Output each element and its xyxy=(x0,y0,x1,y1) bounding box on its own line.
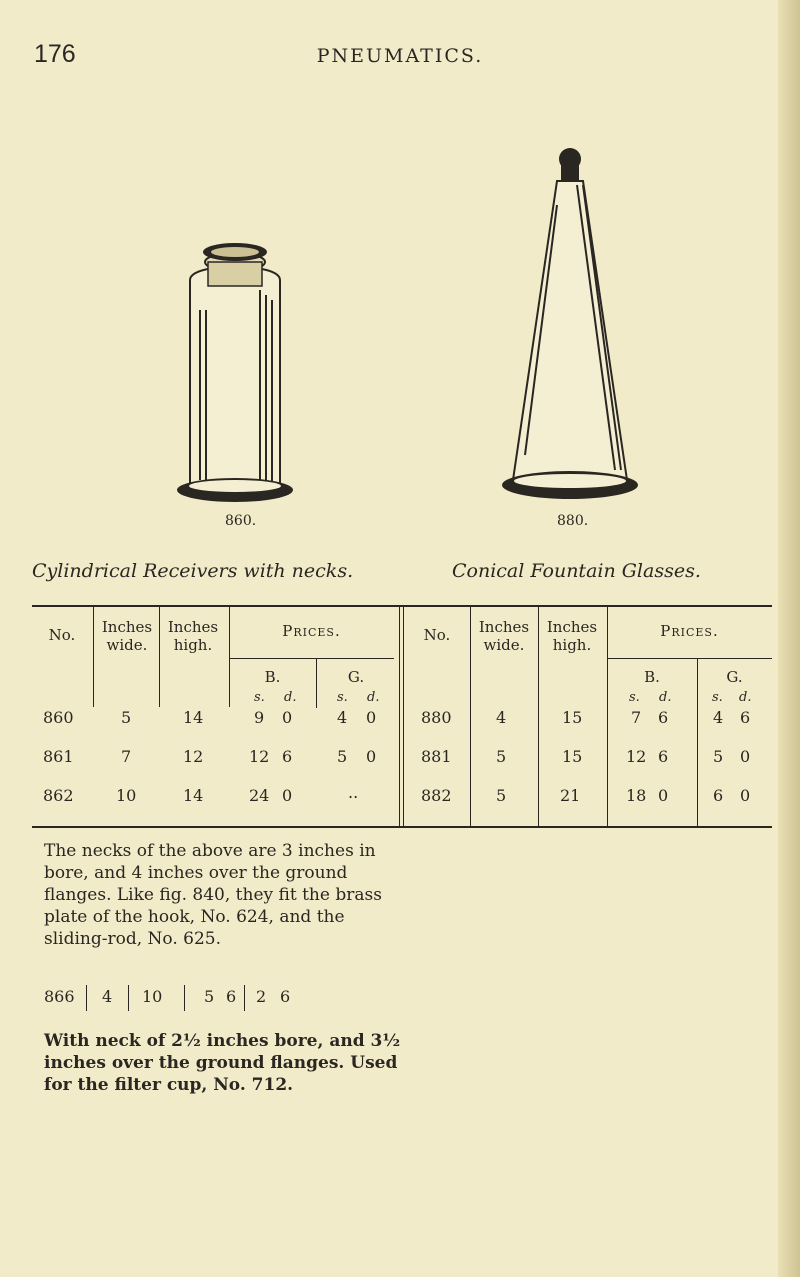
header-b: B. xyxy=(644,668,660,686)
column-divider xyxy=(93,607,94,707)
header-no: No. xyxy=(48,626,76,644)
row-wide: 5 xyxy=(496,786,507,805)
running-title: PNEUMATICS. xyxy=(316,45,484,67)
caption-conical-fountain-glasses: Conical Fountain Glasses. xyxy=(452,560,701,582)
table-center-divider xyxy=(399,607,400,826)
unit-pence: d. xyxy=(739,690,752,705)
row-g-pence: 6 xyxy=(740,708,751,727)
unit-shillings: s. xyxy=(712,690,723,705)
row-b-pence: 6 xyxy=(282,747,293,766)
row-wide: 4 xyxy=(496,708,507,727)
column-divider xyxy=(184,985,185,1011)
page-edge xyxy=(778,0,800,1277)
header-prices: Prices. xyxy=(282,622,341,640)
column-divider xyxy=(159,607,160,707)
row-b-pence: 6 xyxy=(658,747,669,766)
header-prices: Prices. xyxy=(660,622,719,640)
row-g-empty: .. xyxy=(348,783,359,802)
header-no: No. xyxy=(423,626,451,644)
header-g: G. xyxy=(347,668,365,686)
row-b-pence: 0 xyxy=(282,708,293,727)
unit-shillings: s. xyxy=(629,690,640,705)
row-g-shillings: 2 xyxy=(256,987,267,1006)
figure-label-860: 860. xyxy=(225,513,257,529)
neck-bore-note-text: With neck of 2½ inches bore, and 3½ inches over the ground flanges. Used for the filter cup, No. 712. xyxy=(44,1031,401,1095)
row-b-pence: 0 xyxy=(282,786,293,805)
row-wide: 4 xyxy=(102,987,113,1006)
row-b-shillings: 12 xyxy=(249,747,270,766)
unit-pence: d. xyxy=(367,690,380,705)
row-wide: 7 xyxy=(121,747,132,766)
row-high: 15 xyxy=(562,708,583,727)
column-divider xyxy=(538,607,539,826)
row-g-shillings: 5 xyxy=(337,747,348,766)
row-high: 14 xyxy=(183,708,204,727)
column-divider xyxy=(86,985,87,1011)
row-g-pence: 0 xyxy=(366,708,377,727)
row-g-shillings: 4 xyxy=(337,708,348,727)
row-no: 866 xyxy=(44,987,75,1006)
row-b-shillings: 7 xyxy=(631,708,642,727)
row-no: 880 xyxy=(421,708,452,727)
table-top-rule xyxy=(32,605,772,607)
row-no: 862 xyxy=(43,786,74,805)
row-g-shillings: 5 xyxy=(713,747,724,766)
row-g-shillings: 4 xyxy=(713,708,724,727)
header-inches-wide: Inches wide. xyxy=(101,618,153,654)
row-high: 14 xyxy=(183,786,204,805)
caption-cylindrical-receivers: Cylindrical Receivers with necks. xyxy=(32,560,354,582)
page-header xyxy=(0,40,760,76)
row-b-pence: 6 xyxy=(658,708,669,727)
header-b: B. xyxy=(264,668,281,686)
page-number: 176 xyxy=(34,40,76,68)
row-g-pence: 6 xyxy=(280,987,291,1006)
header-inches-high: Inches high. xyxy=(167,618,219,654)
header-inches-high: Inches high. xyxy=(546,618,598,654)
row-high: 12 xyxy=(183,747,204,766)
row-wide: 5 xyxy=(496,747,507,766)
unit-pence: d. xyxy=(659,690,672,705)
column-divider xyxy=(470,607,471,826)
row-high: 10 xyxy=(142,987,163,1006)
row-b-shillings: 12 xyxy=(626,747,647,766)
neck-bore-note xyxy=(44,1030,404,1096)
prices-header-rule xyxy=(229,658,394,659)
column-divider xyxy=(128,985,129,1011)
figure-label-880: 880. xyxy=(557,513,589,529)
necks-note xyxy=(44,840,404,950)
prices-header-rule xyxy=(607,658,772,659)
row-wide: 5 xyxy=(121,708,132,727)
row-g-shillings: 6 xyxy=(713,786,724,805)
cylindrical-receiver-illustration xyxy=(160,240,310,520)
row-no: 881 xyxy=(421,747,452,766)
row-high: 15 xyxy=(562,747,583,766)
column-divider xyxy=(244,985,245,1011)
row-g-pence: 0 xyxy=(740,747,751,766)
unit-pence: d. xyxy=(284,690,297,705)
row-g-pence: 0 xyxy=(366,747,377,766)
row-no: 860 xyxy=(43,708,74,727)
necks-note-text: The necks of the above are 3 inches in bore, and 4 inches over the ground flanges. Like fig. 840, they fit the brass plate of the hook, No. 624, and the sliding-rod, No. 625. xyxy=(44,841,382,949)
table-center-divider xyxy=(403,607,404,826)
row-g-pence: 0 xyxy=(740,786,751,805)
conical-fountain-glass-illustration xyxy=(495,145,645,515)
table-bottom-rule xyxy=(32,826,772,828)
unit-shillings: s. xyxy=(254,690,265,705)
row-b-pence: 6 xyxy=(226,987,237,1006)
header-inches-wide: Inches wide. xyxy=(478,618,530,654)
header-g: G. xyxy=(726,668,743,686)
row-no: 861 xyxy=(43,747,74,766)
row-wide: 10 xyxy=(116,786,137,805)
row-b-shillings: 9 xyxy=(254,708,265,727)
row-b-shillings: 24 xyxy=(249,786,270,805)
row-b-shillings: 18 xyxy=(626,786,647,805)
unit-shillings: s. xyxy=(337,690,348,705)
row-b-shillings: 5 xyxy=(204,987,215,1006)
row-high: 21 xyxy=(560,786,581,805)
row-866 xyxy=(44,985,404,1011)
row-no: 882 xyxy=(421,786,452,805)
row-b-pence: 0 xyxy=(658,786,669,805)
